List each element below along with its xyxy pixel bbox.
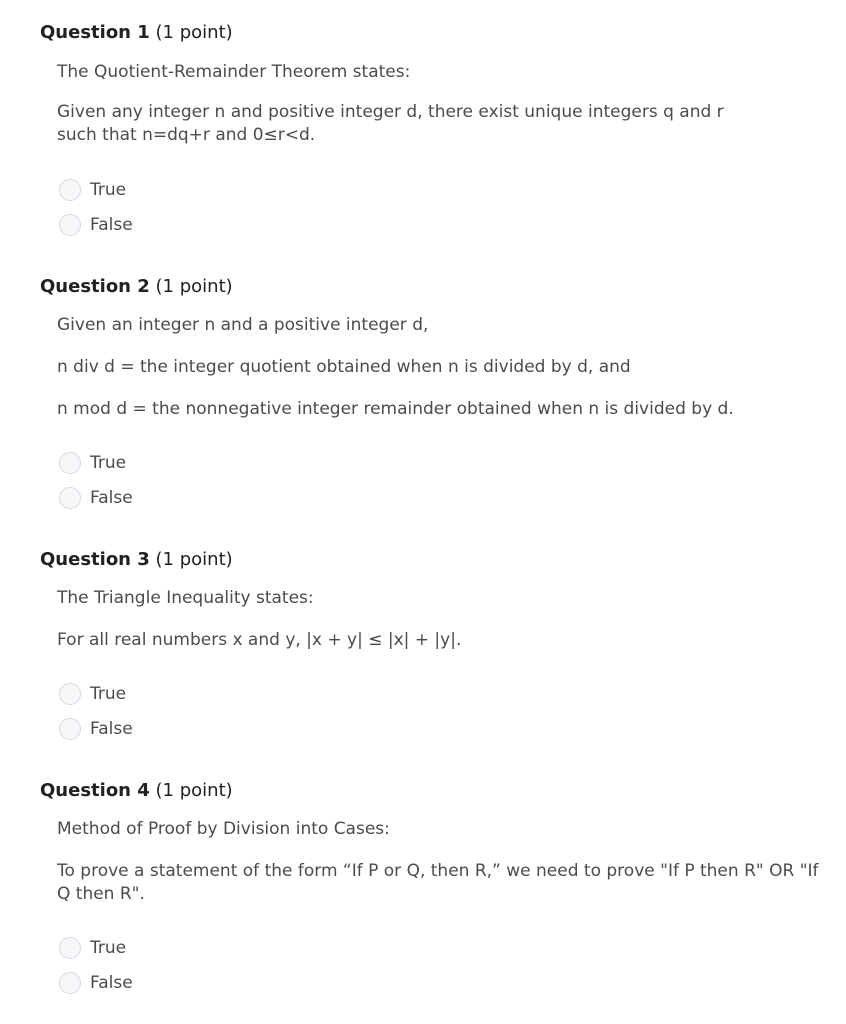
radio-button[interactable]: [59, 452, 81, 474]
question-1-option-true[interactable]: [59, 177, 126, 203]
question-4-option-true[interactable]: [59, 935, 126, 961]
option-label: True: [90, 453, 127, 473]
option-label: True: [90, 938, 127, 958]
question-1-prompt: The Quotient-Remainder Theorem states:: [57, 62, 411, 82]
option-label: False: [90, 488, 133, 508]
question-3-statement: For all real numbers x and y, |x + y| ≤ |x| + |y|.: [57, 630, 462, 650]
question-1-option-false[interactable]: [59, 212, 133, 238]
radio-button[interactable]: [59, 937, 81, 959]
question-2-prompt: Given an integer n and a positive integer d,: [57, 315, 429, 335]
radio-button[interactable]: [59, 972, 81, 994]
option-label: True: [90, 180, 127, 200]
question-1-heading: [40, 22, 233, 44]
question-2-option-true[interactable]: [59, 450, 126, 476]
radio-button[interactable]: [59, 179, 81, 201]
radio-button[interactable]: [59, 683, 81, 705]
question-3-option-true[interactable]: [59, 681, 126, 707]
question-4-statement: To prove a statement of the form “If P or Q, then R,” we need to prove "If P then R" OR "If Q then R".: [57, 861, 819, 904]
option-label: True: [90, 684, 127, 704]
question-1-title: Question 1: [40, 22, 150, 43]
radio-button[interactable]: [59, 718, 81, 740]
question-4-heading: [40, 780, 233, 802]
question-4-prompt: Method of Proof by Division into Cases:: [57, 819, 390, 839]
question-4-points: (1 point): [155, 780, 233, 801]
question-4-title: Question 4: [40, 780, 150, 801]
option-label: False: [90, 719, 133, 739]
question-3-heading: [40, 549, 233, 571]
question-2-title: Question 2: [40, 276, 150, 297]
question-1-statement: Given any integer n and positive integer d, there exist unique integers q and r such that n=dq+r and 0≤r<d.: [57, 102, 724, 145]
option-label: False: [90, 215, 133, 235]
question-3-title: Question 3: [40, 549, 150, 570]
question-3-points: (1 point): [155, 549, 233, 570]
question-2-statement-mod: n mod d = the nonnegative integer remainder obtained when n is divided by d.: [57, 399, 734, 419]
question-3-option-false[interactable]: [59, 716, 133, 742]
question-2-option-false[interactable]: [59, 485, 133, 511]
question-2-statement-div: n div d = the integer quotient obtained when n is divided by d, and: [57, 357, 631, 377]
option-label: False: [90, 973, 133, 993]
question-4-option-false[interactable]: [59, 970, 133, 996]
radio-button[interactable]: [59, 487, 81, 509]
question-3-prompt: The Triangle Inequality states:: [57, 588, 314, 608]
question-2-points: (1 point): [155, 276, 233, 297]
question-2-heading: [40, 276, 233, 298]
question-1-points: (1 point): [155, 22, 233, 43]
radio-button[interactable]: [59, 214, 81, 236]
